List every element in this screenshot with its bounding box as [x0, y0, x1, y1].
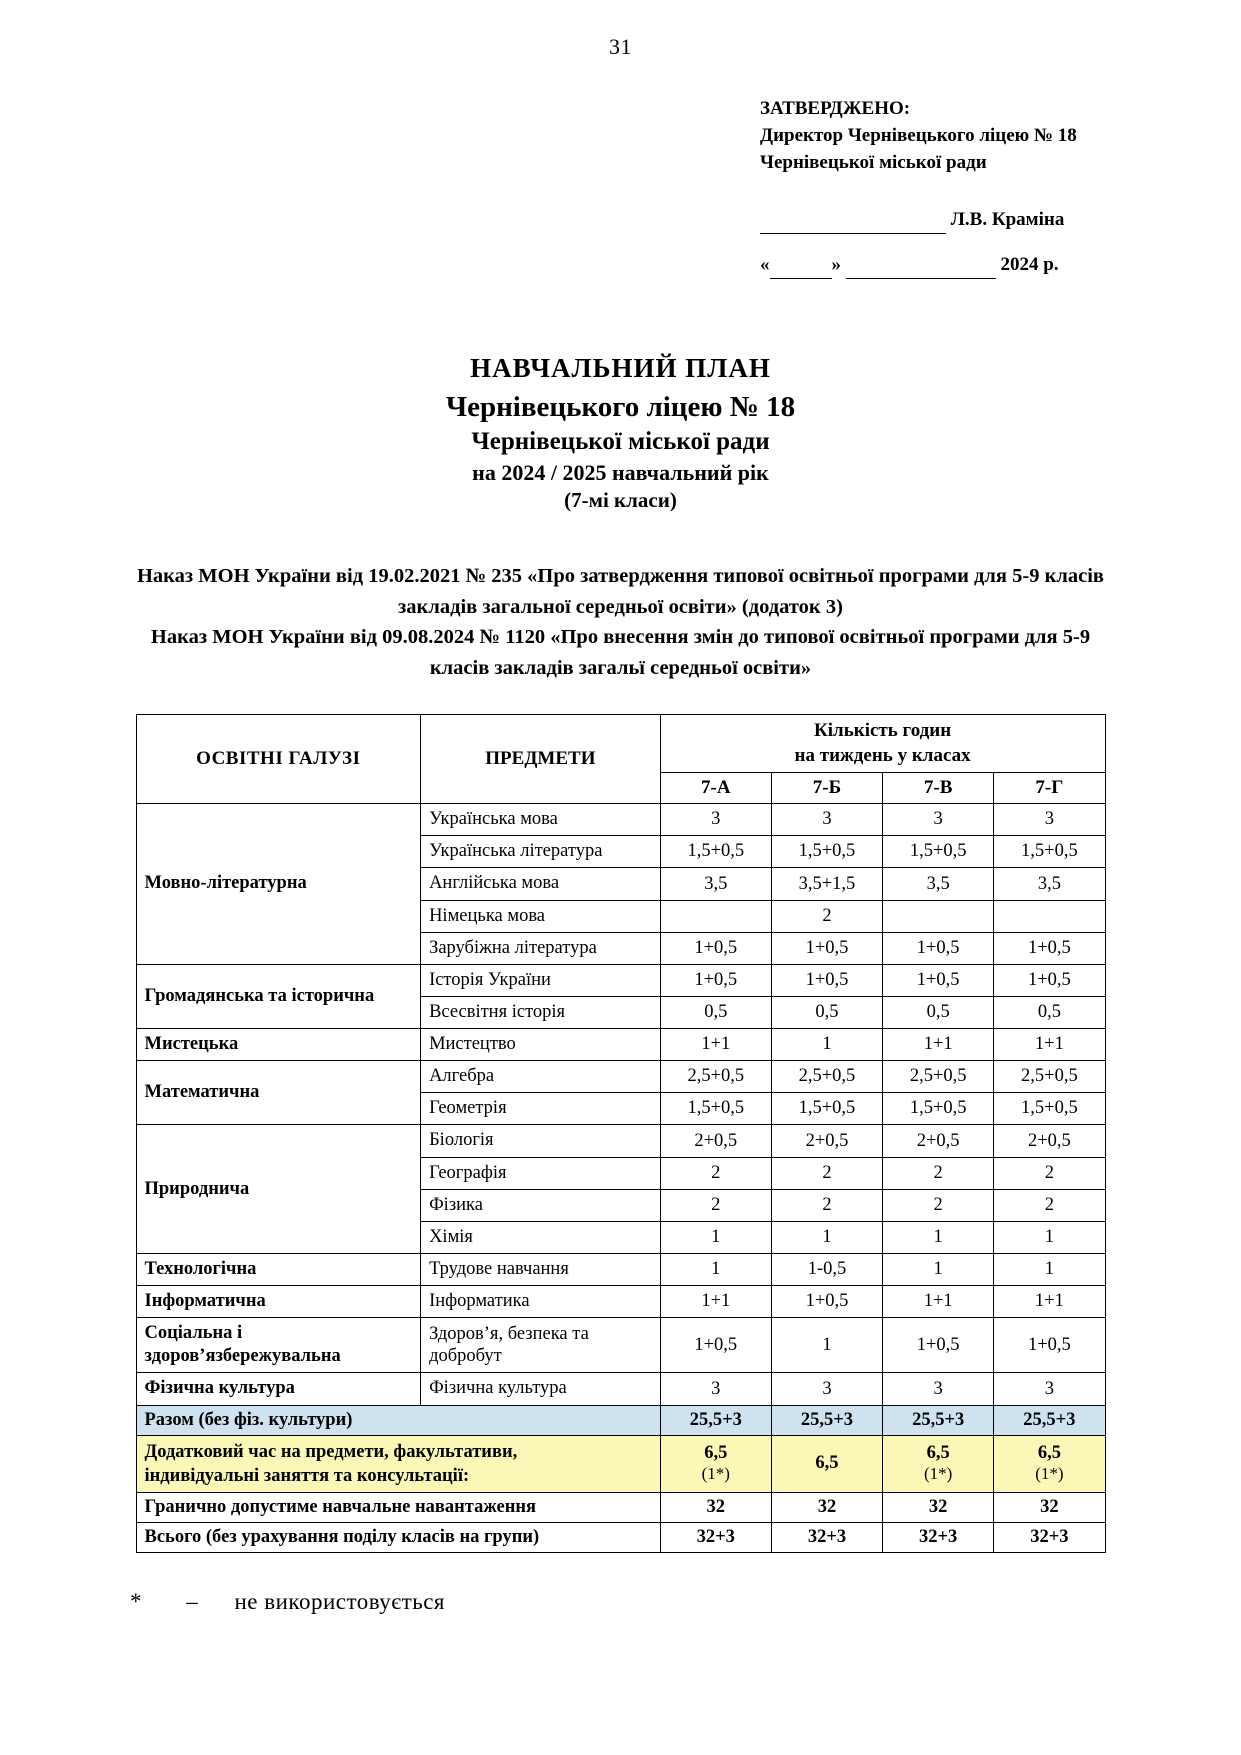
summary-label: Разом (без фіз. культури) — [136, 1405, 660, 1435]
hours-cell: 3 — [883, 1373, 994, 1405]
order-reference-1: Наказ МОН України від 19.02.2021 № 235 «Про затвердження типової освітньої програми для 5-9 класів закладів загальної середньої освіти» (додаток 3) — [136, 564, 1104, 618]
hours-cell: 1 — [883, 1221, 994, 1253]
hours-cell: 1,5+0,5 — [771, 836, 882, 868]
hours-cell: 3,5+1,5 — [771, 868, 882, 900]
subject-cell: Біологія — [421, 1125, 661, 1157]
hours-cell: 2 — [771, 1189, 882, 1221]
table-row — [136, 804, 1105, 836]
hours-cell: 2 — [771, 900, 882, 932]
date-year: 2024 р. — [1000, 253, 1059, 275]
max-load-label: Гранично допустиме навчальне навантаження — [136, 1492, 660, 1522]
total-label: Всього (без урахування поділу класів на групи) — [136, 1522, 660, 1552]
footnote-dash: – — [186, 1588, 199, 1614]
hours-cell — [660, 900, 771, 932]
hours-cell: 1 — [771, 1221, 882, 1253]
extra-time-label-line2: індивідуальні заняття та консультації: — [144, 1465, 470, 1486]
hours-cell: 1,5+0,5 — [994, 836, 1105, 868]
hours-cell — [994, 900, 1105, 932]
footnote-star: * — [130, 1588, 142, 1614]
hours-cell: 2,5+0,5 — [994, 1061, 1105, 1093]
hours-cell: 1+1 — [994, 1029, 1105, 1061]
max-load-value: 32 — [994, 1492, 1105, 1522]
document-title — [70, 353, 1171, 513]
date-day-blank — [770, 263, 832, 279]
hours-cell: 1,5+0,5 — [994, 1093, 1105, 1125]
hours-cell: 1+1 — [994, 1286, 1105, 1318]
extra-time-note: (1*) — [1035, 1464, 1064, 1484]
subject-cell: Здоров’я, безпека та добробут — [421, 1318, 661, 1373]
total-value: 32+3 — [994, 1522, 1105, 1552]
extra-time-number: 6,5 — [704, 1443, 728, 1464]
subject-cell: Історія України — [421, 964, 661, 996]
hours-cell: 1+0,5 — [994, 932, 1105, 964]
hours-cell: 3 — [771, 804, 882, 836]
hours-cell: 3 — [660, 1373, 771, 1405]
hours-cell: 1 — [883, 1253, 994, 1285]
hours-cell: 3 — [771, 1373, 882, 1405]
hours-cell: 0,5 — [771, 996, 882, 1028]
title-line-1: НАВЧАЛЬНИЙ ПЛАН — [470, 352, 771, 383]
header-class-7v: 7-В — [883, 773, 994, 804]
hours-cell: 2 — [883, 1157, 994, 1189]
approval-director-line1: Директор Чернівецького ліцею № 18 — [760, 124, 1077, 146]
hours-cell: 3,5 — [660, 868, 771, 900]
hours-cell: 2+0,5 — [660, 1125, 771, 1157]
subject-cell: Англійська мова — [421, 868, 661, 900]
hours-cell: 3,5 — [994, 868, 1105, 900]
field-cell: Математична — [136, 1061, 421, 1125]
hours-cell: 1 — [660, 1253, 771, 1285]
max-load-row — [136, 1492, 1105, 1522]
subject-cell: Геометрія — [421, 1093, 661, 1125]
hours-cell: 1+0,5 — [994, 964, 1105, 996]
hours-cell: 2 — [994, 1157, 1105, 1189]
hours-cell: 3 — [883, 804, 994, 836]
hours-cell: 1+0,5 — [660, 964, 771, 996]
hours-cell: 3 — [994, 1373, 1105, 1405]
total-value: 32+3 — [660, 1522, 771, 1552]
max-load-value: 32 — [771, 1492, 882, 1522]
hours-cell: 2 — [660, 1157, 771, 1189]
max-load-value: 32 — [660, 1492, 771, 1522]
field-cell: Мистецька — [136, 1029, 421, 1061]
field-cell: Інформатична — [136, 1286, 421, 1318]
extra-time-row — [136, 1435, 1105, 1492]
hours-cell: 3 — [660, 804, 771, 836]
approval-director-line2: Чернівецької міської ради — [760, 151, 987, 173]
hours-cell: 1+0,5 — [771, 1286, 882, 1318]
subject-cell: Німецька мова — [421, 900, 661, 932]
table-header — [136, 714, 1105, 803]
order-reference-2: Наказ МОН України від 09.08.2024 № 1120 «Про внесення змін до типової освітньої програми для 5-9 класів закладів загальї середньої освіти» — [150, 626, 1091, 680]
extra-time-value — [660, 1435, 771, 1492]
subject-cell: Зарубіжна література — [421, 932, 661, 964]
hours-cell: 1 — [771, 1029, 882, 1061]
extra-time-value — [771, 1435, 882, 1492]
hours-cell: 2 — [994, 1189, 1105, 1221]
hours-cell: 1+0,5 — [771, 964, 882, 996]
footnote — [130, 1589, 1171, 1615]
signature-name: Л.В. Краміна — [950, 208, 1065, 230]
hours-cell: 3,5 — [883, 868, 994, 900]
field-cell: Фізична культура — [136, 1373, 421, 1405]
date-quote-close: » — [831, 253, 841, 275]
table-row — [136, 1373, 1105, 1405]
hours-cell: 1+0,5 — [883, 964, 994, 996]
extra-time-note: (1*) — [923, 1464, 953, 1484]
subject-cell: Алгебра — [421, 1061, 661, 1093]
table-row — [136, 1253, 1105, 1285]
header-class-7b: 7-Б — [771, 773, 882, 804]
field-cell: Соціальна і здоров’язбережувальна — [136, 1318, 421, 1373]
hours-cell: 1+1 — [660, 1286, 771, 1318]
subject-cell: Географія — [421, 1157, 661, 1189]
subject-cell: Трудове навчання — [421, 1253, 661, 1285]
total-row — [136, 1522, 1105, 1552]
summary-value: 25,5+3 — [883, 1405, 994, 1435]
hours-cell: 2 — [771, 1157, 882, 1189]
hours-cell: 1 — [994, 1253, 1105, 1285]
extra-time-value — [883, 1435, 994, 1492]
hours-cell — [883, 900, 994, 932]
extra-time-label-line1: Додатковий час на предмети, факультативи, — [144, 1441, 518, 1462]
extra-time-number: 6,5 — [815, 1453, 839, 1474]
summary-value: 25,5+3 — [771, 1405, 882, 1435]
date-month-blank — [846, 263, 996, 279]
hours-cell: 1,5+0,5 — [660, 836, 771, 868]
date-row — [760, 252, 1171, 279]
page-number: 31 — [609, 34, 632, 59]
hours-cell: 1+1 — [660, 1029, 771, 1061]
extra-time-label — [136, 1435, 660, 1492]
title-line-3: Чернівецької міської ради — [471, 427, 770, 455]
hours-cell: 2+0,5 — [994, 1125, 1105, 1157]
approval-heading: ЗАТВЕРДЖЕНО: — [760, 98, 911, 119]
subject-cell: Українська література — [421, 836, 661, 868]
field-cell: Громадянська та історична — [136, 964, 421, 1028]
subject-cell: Хімія — [421, 1221, 661, 1253]
subject-cell: Інформатика — [421, 1286, 661, 1318]
orders-block — [70, 561, 1171, 684]
title-line-5: (7-мі класи) — [564, 487, 677, 512]
hours-cell: 3 — [994, 804, 1105, 836]
header-class-7g: 7-Г — [994, 773, 1105, 804]
hours-cell: 0,5 — [660, 996, 771, 1028]
hours-cell: 2 — [883, 1189, 994, 1221]
hours-cell: 1,5+0,5 — [771, 1093, 882, 1125]
footnote-text: не використовується — [234, 1588, 445, 1614]
header-class-7a: 7-А — [660, 773, 771, 804]
hours-cell: 1 — [771, 1318, 882, 1373]
hours-cell: 0,5 — [994, 996, 1105, 1028]
curriculum-table — [136, 714, 1106, 1553]
signature-row — [760, 207, 1171, 234]
extra-time-number: 6,5 — [1037, 1443, 1061, 1464]
hours-cell: 1+0,5 — [883, 1318, 994, 1373]
extra-time-number: 6,5 — [926, 1443, 950, 1464]
table-row — [136, 1318, 1105, 1373]
hours-cell: 2,5+0,5 — [660, 1061, 771, 1093]
extra-time-value — [994, 1435, 1105, 1492]
hours-cell: 1-0,5 — [771, 1253, 882, 1285]
hours-cell: 1+1 — [883, 1029, 994, 1061]
header-subjects: ПРЕДМЕТИ — [421, 714, 661, 803]
table-row — [136, 1061, 1105, 1093]
approval-block — [760, 96, 1171, 279]
header-hours-line2: на тиждень у класах — [794, 744, 971, 766]
hours-cell: 1+0,5 — [883, 932, 994, 964]
total-value: 32+3 — [883, 1522, 994, 1552]
field-cell: Природнича — [136, 1125, 421, 1254]
hours-cell: 1+0,5 — [660, 1318, 771, 1373]
hours-cell: 1 — [660, 1221, 771, 1253]
hours-cell: 1,5+0,5 — [660, 1093, 771, 1125]
subject-cell: Фізика — [421, 1189, 661, 1221]
extra-time-note: (1*) — [701, 1464, 730, 1484]
hours-cell: 1+1 — [883, 1286, 994, 1318]
table-row — [136, 964, 1105, 996]
date-quote-open: « — [760, 253, 770, 275]
title-line-2: Чернівецького ліцею № 18 — [445, 390, 796, 423]
hours-cell: 1,5+0,5 — [883, 1093, 994, 1125]
field-cell: Мовно-літературна — [136, 804, 421, 965]
max-load-value: 32 — [883, 1492, 994, 1522]
table-body — [136, 804, 1105, 1552]
summary-row — [136, 1405, 1105, 1435]
hours-cell: 2 — [660, 1189, 771, 1221]
subject-cell: Мистецтво — [421, 1029, 661, 1061]
total-value: 32+3 — [771, 1522, 882, 1552]
hours-cell: 0,5 — [883, 996, 994, 1028]
summary-value: 25,5+3 — [660, 1405, 771, 1435]
hours-cell: 2,5+0,5 — [883, 1061, 994, 1093]
hours-cell: 1,5+0,5 — [883, 836, 994, 868]
header-hours-line1: Кількість годин — [814, 719, 952, 741]
signature-blank — [760, 216, 946, 234]
table-row — [136, 1029, 1105, 1061]
table-row — [136, 1125, 1105, 1157]
hours-cell: 1+0,5 — [660, 932, 771, 964]
table-row — [136, 1286, 1105, 1318]
hours-cell: 1+0,5 — [994, 1318, 1105, 1373]
title-line-4: на 2024 / 2025 навчальний рік — [472, 459, 769, 485]
header-hours — [660, 714, 1105, 772]
summary-value: 25,5+3 — [994, 1405, 1105, 1435]
header-educational-fields: ОСВІТНІ ГАЛУЗІ — [136, 714, 421, 803]
hours-cell: 1 — [994, 1221, 1105, 1253]
hours-cell: 2+0,5 — [883, 1125, 994, 1157]
subject-cell: Фізична культура — [421, 1373, 661, 1405]
hours-cell: 2,5+0,5 — [771, 1061, 882, 1093]
subject-cell: Українська мова — [421, 804, 661, 836]
field-cell: Технологічна — [136, 1253, 421, 1285]
hours-cell: 2+0,5 — [771, 1125, 882, 1157]
hours-cell: 1+0,5 — [771, 932, 882, 964]
subject-cell: Всесвітня історія — [421, 996, 661, 1028]
